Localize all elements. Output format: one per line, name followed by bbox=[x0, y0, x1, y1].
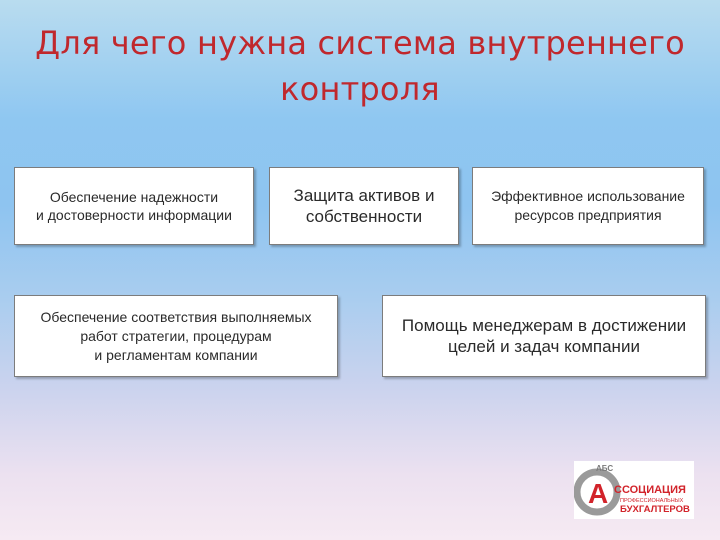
box-resource-efficiency bbox=[472, 167, 704, 245]
slide-title bbox=[0, 20, 720, 112]
box-management-help bbox=[382, 295, 706, 377]
box-asset-protection bbox=[269, 167, 459, 245]
box-text-line: Эффективное использование bbox=[491, 188, 685, 204]
box-text-line: и достоверности информации bbox=[36, 207, 232, 223]
box-text-line: Обеспечение надежности bbox=[49, 189, 219, 205]
box-text-line: Защита активов и bbox=[293, 186, 435, 205]
box-text-line: Обеспечение соответствия выполняемых bbox=[40, 308, 312, 325]
box-information-reliability bbox=[14, 167, 254, 245]
logo-abbr: АБС bbox=[596, 464, 614, 473]
association-logo bbox=[574, 461, 694, 519]
box-text-line: ресурсов предприятия bbox=[514, 207, 662, 223]
title-line-1: Для чего нужна система внутреннего bbox=[35, 24, 685, 62]
title-line-2: контроля bbox=[280, 70, 440, 108]
box-text-line: собственности bbox=[305, 207, 423, 226]
box-text-line: работ стратегии, процедурам bbox=[80, 327, 272, 344]
box-text-line: Помощь менеджерам в достижении bbox=[401, 316, 687, 335]
box-compliance bbox=[14, 295, 338, 377]
logo-word-accountants: БУХГАЛТЕРОВ bbox=[620, 504, 690, 515]
association-logo-graphic bbox=[574, 461, 694, 519]
logo-letter: А bbox=[588, 478, 609, 509]
logo-word-professional: ПРОФЕССИОНАЛЬНЫХ bbox=[620, 498, 684, 504]
box-text-line: целей и задач компании bbox=[448, 337, 640, 356]
box-text-line: и регламентам компании bbox=[94, 346, 258, 363]
logo-word-association: ССОЦИАЦИЯ bbox=[614, 484, 686, 496]
